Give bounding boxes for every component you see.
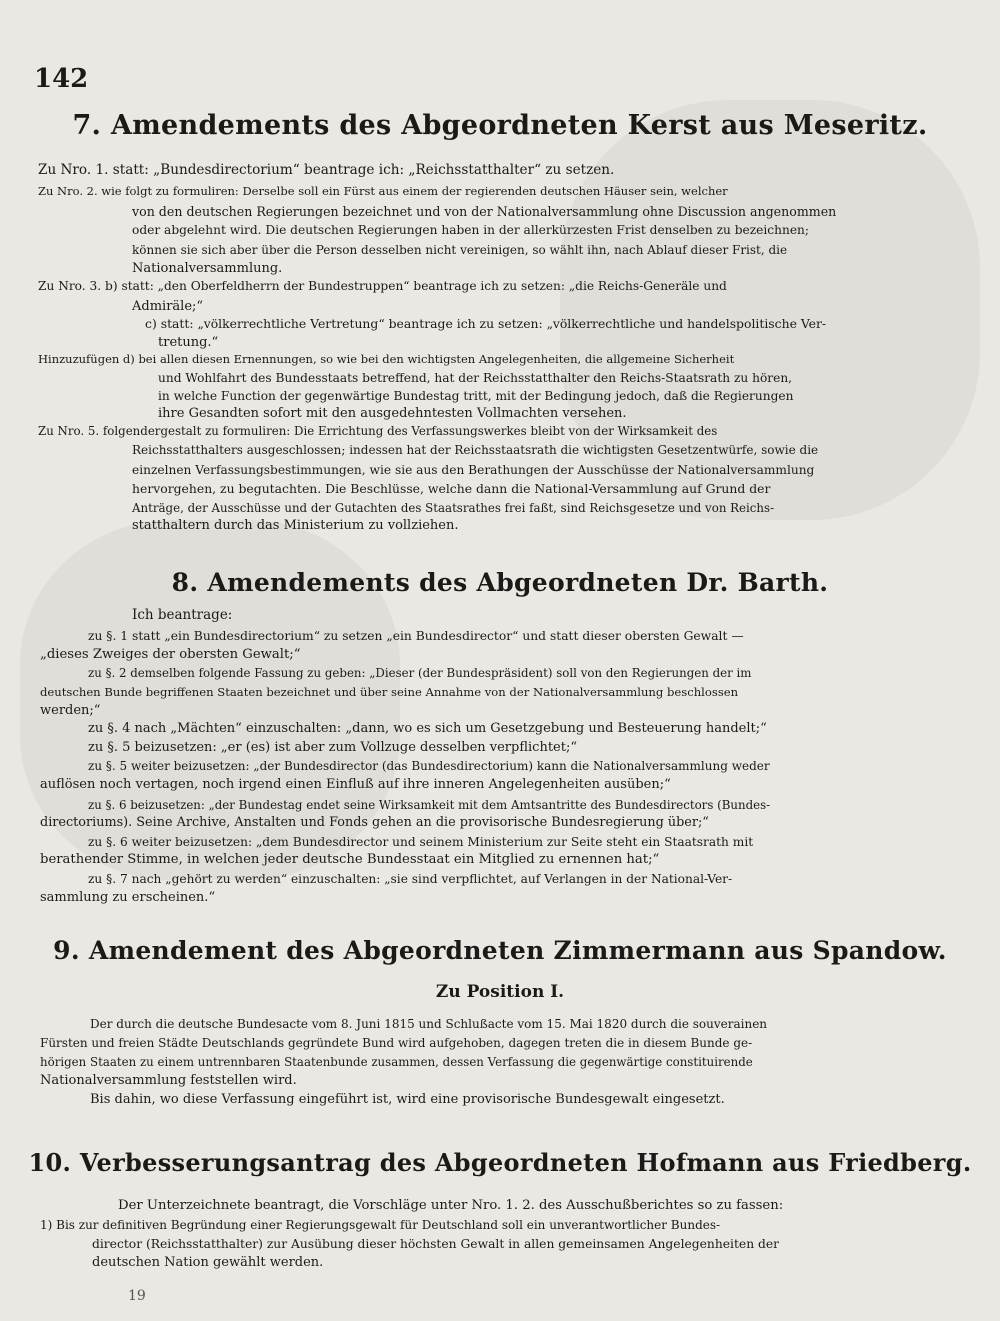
section-8-line: directoriums). Seine Archive, Anstalten und Fonds gehen an die provisorische Bundesregierung über;“ [40,815,709,830]
section-7-line: Anträge, der Ausschüsse und der Gutachten des Staatsrathes frei faßt, sind Reichsgesetze und von Reichs- [132,501,775,515]
section-8-line: „dieses Zweiges der obersten Gewalt;“ [40,647,301,662]
section-8-heading: 8. Amendements des Abgeordneten Dr. Barth. [171,568,829,597]
section-7-line: Nationalversammlung. [132,261,283,276]
section-8-line: Ich beantrage: [132,607,233,623]
section-8-line: zu §. 5 weiter beizusetzen: „der Bundesdirector (das Bundesdirectorium) kann die Nationalversammlung weder [88,759,770,773]
section-7-line: Zu Nro. 2. wie folgt zu formuliren: Derselbe soll ein Fürst aus einem der regierenden deutschen Häuser sein, welcher [38,184,728,198]
section-8-line: berathender Stimme, in welchen jeder deutsche Bundesstaat ein Mitglied zu ernennen hat;“ [40,852,660,867]
section-8-line: deutschen Bunde begriffenen Staaten bezeichnet und über seine Annahme von der Nationalversammlung beschlossen [40,685,739,699]
section-8-line: zu §. 2 demselben folgende Fassung zu geben: „Dieser (der Bundespräsident) soll von den Regierungen der im [88,666,752,680]
section-7-line: Zu Nro. 1. statt: „Bundesdirectorium“ beantrage ich: „Reichsstatthalter“ zu setzen. [38,162,615,178]
section-9-line: Der durch die deutsche Bundesacte vom 8. Juni 1815 und Schlußacte vom 15. Mai 1820 durch die souverainen [90,1017,768,1031]
section-9-line: Fürsten und freien Städte Deutschlands gegründete Bund wird aufgehoben, dagegen treten die in diesem Bunde ge- [40,1036,753,1050]
page-number: 142 [34,64,89,94]
section-8-line: zu §. 5 beizusetzen: „er (es) ist aber zum Vollzuge desselben verpflichtet;“ [88,740,577,755]
section-8-line: zu §. 1 statt „ein Bundesdirectorium“ zu setzen „ein Bundesdirector“ und statt dieser obersten Gewalt — [88,629,744,643]
section-7-line: Admiräle;“ [132,299,204,314]
section-7-line: tretung.“ [158,335,219,350]
section-7-line: einzelnen Verfassungsbestimmungen, wie sie aus den Berathungen der Ausschüsse der Nationalversammlung [132,463,815,477]
section-7-line: ihre Gesandten sofort mit den ausgedehntesten Vollmachten versehen. [158,406,627,421]
section-7-line: und Wohlfahrt des Bundesstaats betreffend, hat der Reichsstatthalter den Reichs-Staatsrath zu hören, [158,371,793,385]
section-8-line: zu §. 6 beizusetzen: „der Bundestag endet seine Wirksamkeit mit dem Amtsantritte des Bundesdirectors (Bundes- [88,798,771,812]
section-7-line: können sie sich aber über die Person desselben nicht vereinigen, so wählt ihn, nach Ablauf dieser Frist, die [132,243,788,257]
section-7-line: hervorgehen, zu begutachten. Die Beschlüsse, welche dann die National-Versammlung auf Grund der [132,481,771,496]
section-9-line: Bis dahin, wo diese Verfassung eingeführt ist, wird eine provisorische Bundesgewalt eingesetzt. [90,1092,725,1107]
section-9-line: hörigen Staaten zu einem untrennbaren Staatenbunde zusammen, dessen Verfassung die gegenwärtige constituirende [40,1055,753,1069]
section-9-subheading: Zu Position I. [435,982,565,1002]
section-8-line: werden;“ [40,703,101,718]
section-10-line: director (Reichsstatthalter) zur Ausübung dieser höchsten Gewalt in allen gemeinsamen Angelegenheiten der [92,1237,780,1251]
section-8-line: zu §. 4 nach „Mächten“ einzuschalten: „dann, wo es sich um Gesetzgebung und Besteuerung handelt;“ [88,721,767,736]
section-7-line: Reichsstatthalters ausgeschlossen; indessen hat der Reichsstaatsrath die wichtigsten Gesetzentwürfe, sowie die [132,443,819,457]
section-7-line: Zu Nro. 5. folgendergestalt zu formuliren: Die Errichtung des Verfassungswerkes bleibt von der Wirksamkeit des [38,424,718,438]
section-7-line: von den deutschen Regierungen bezeichnet und von der Nationalversammlung ohne Discussion angenommen [132,204,837,219]
section-8-line: sammlung zu erscheinen.“ [40,890,216,905]
section-7-line: in welche Function der gegenwärtige Bundestag tritt, mit der Bedingung jedoch, daß die Regierungen [158,389,794,403]
section-10-line: 1) Bis zur definitiven Begründung einer Regierungsgewalt für Deutschland soll ein unverantwortlicher Bundes- [40,1218,721,1232]
section-8-line: auflösen noch vertagen, noch irgend einen Einfluß auf ihre inneren Angelegenheiten ausüben;“ [40,777,671,792]
section-7-line: oder abgelehnt wird. Die deutschen Regierungen haben in der allerkürzesten Frist denselben zu bezeichnen; [132,223,809,237]
section-9-line: Nationalversammlung feststellen wird. [40,1073,297,1088]
section-7-heading: 7. Amendements des Abgeordneten Kerst aus Meseritz. [72,110,928,141]
section-9-heading: 9. Amendement des Abgeordneten Zimmermann aus Spandow. [53,936,947,965]
section-10-heading: 10. Verbesserungsantrag des Abgeordneten Hofmann aus Friedberg. [28,1148,972,1177]
section-7-line: statthaltern durch das Ministerium zu vollziehen. [132,518,459,533]
section-7-line: Zu Nro. 3. b) statt: „den Oberfeldherrn der Bundestruppen“ beantrage ich zu setzen: „die Reichs-Generäle und [38,279,727,293]
signature-mark: 19 [128,1288,146,1304]
section-8-line: zu §. 6 weiter beizusetzen: „dem Bundesdirector und seinem Ministerium zur Seite steht ein Staatsrath mit [88,835,754,849]
section-10-line: deutschen Nation gewählt werden. [92,1255,324,1270]
section-7-line: c) statt: „völkerrechtliche Vertretung“ beantrage ich zu setzen: „völkerrechtliche und handelspolitische Ver- [145,316,827,331]
section-10-line: Der Unterzeichnete beantragt, die Vorschläge unter Nro. 1. 2. des Ausschußberichtes so zu fassen: [118,1198,784,1213]
section-7-line: Hinzuzufügen d) bei allen diesen Ernennungen, so wie bei den wichtigsten Angelegenheiten, die allgemeine Sicherheit [38,352,735,366]
section-8-line: zu §. 7 nach „gehört zu werden“ einzuschalten: „sie sind verpflichtet, auf Verlangen in der National-Ver- [88,872,733,886]
